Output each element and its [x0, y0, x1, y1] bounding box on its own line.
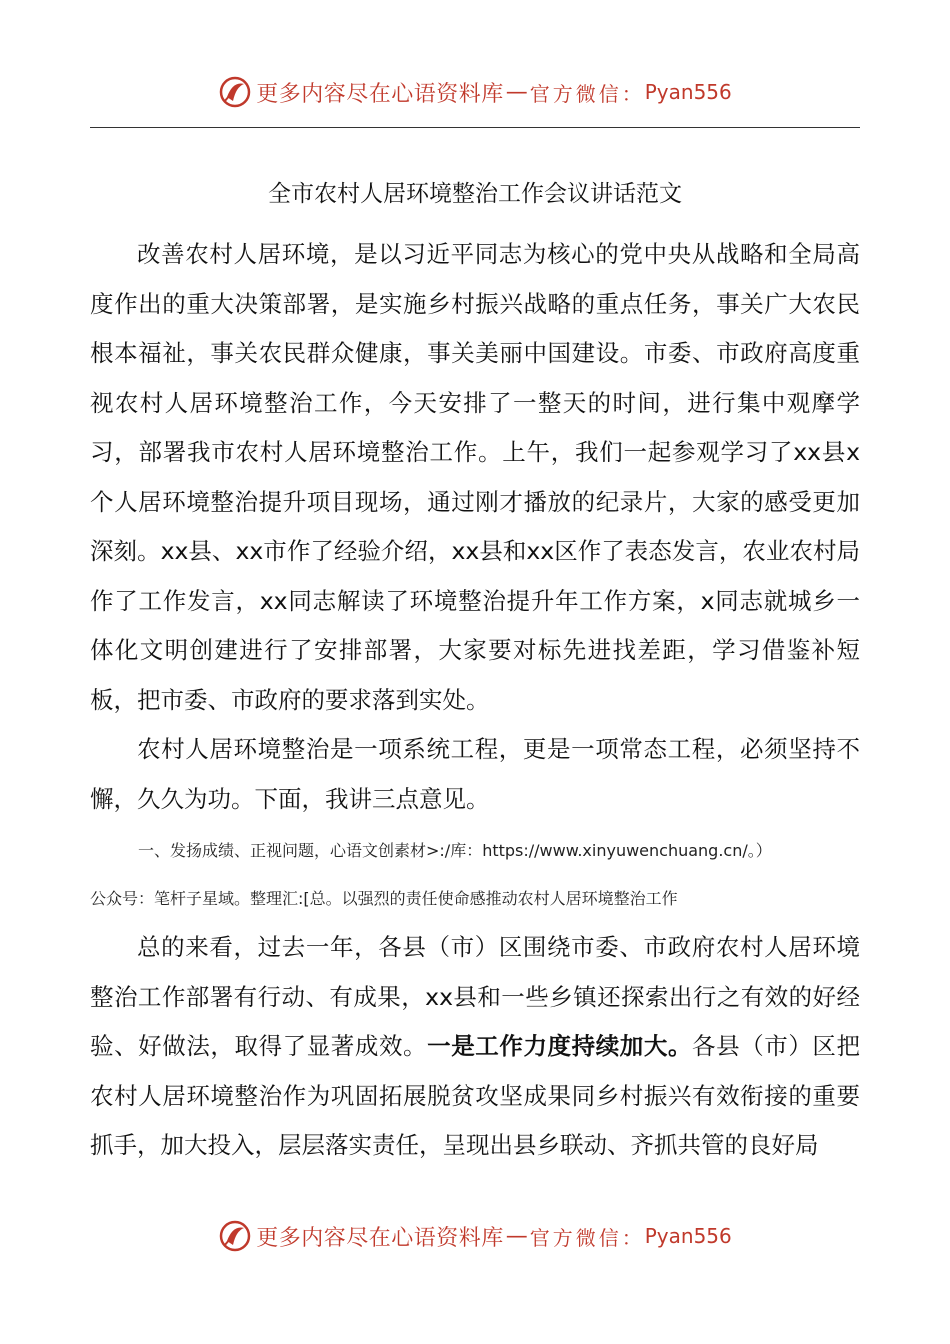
document-title: 全市农村人居环境整治工作会议讲话范文: [268, 181, 682, 207]
header-divider: [90, 127, 860, 128]
brand-logo-icon: [218, 75, 252, 109]
section-heading-line-1: 一、发扬成绩、正视问题，心语文创素材>:/库：https://www.xinyuwenchuang.cn/。）: [138, 841, 772, 860]
banner-separator: —: [505, 1223, 528, 1249]
banner-account: Pyan556: [644, 80, 732, 104]
banner-wechat-label: 官方微信：: [529, 81, 645, 106]
banner-slogan: 更多内容尽在心语资料库: [256, 1225, 504, 1251]
brand-logo-icon: [218, 1219, 252, 1253]
paragraph-summary-highlight: 一是工作力度持续加大。: [427, 1032, 693, 1060]
footer-banner: [0, 1214, 950, 1258]
header-banner: [0, 70, 950, 114]
paragraph-summary: [90, 923, 860, 1171]
banner-slogan: 更多内容尽在心语资料库: [256, 81, 504, 107]
paragraph-summary-start: 总的来看，过去一年，各县（市）区围绕市委、市政府农村人居环境整治工作部署有行动、有成果，xx县和一些乡镇还探索出行之有效的好经验、好做法，取得了显著成效。: [90, 933, 860, 1060]
banner-wechat-label: 官方微信：: [529, 1225, 645, 1250]
banner-account: Pyan556: [644, 1224, 732, 1248]
paragraph-intro: 改善农村人居环境，是以习近平同志为核心的党中央从战略和全局高度作出的重大决策部署，是实施乡村振兴战略的重点任务，事关广大农民根本福祉，事关农民群众健康，事关美丽中国建设。市委、市政府高度重视农村人居环境整治工作，今天安排了一整天的时间，进行集中观摩学习，部署我市农村人居环境整治工作。上午，我们一起参观学习了xx县x个人居环境整治提升项目现场，通过刚才播放的纪录片，大家的感受更加深刻。xx县、xx市作了经验介绍，xx县和xx区作了表态发言，农业农村局作了工作发言，xx同志解读了环境整治提升年工作方案，x同志就城乡一体化文明创建进行了安排部署，大家要对标先进找差距，学习借鉴补短板，把市委、市政府的要求落到实处。: [90, 240, 860, 714]
banner-separator: —: [505, 79, 528, 105]
paragraph-summary-end: 各县（市）区把农村人居环境整治作为巩固拓展脱贫攻坚成果同乡村振兴有效衔接的重要抓手，加大投入，层层落实责任，呈现出县乡联动、齐抓共管的良好局: [90, 1032, 861, 1159]
section-heading-line-2: 公众号：笔杆子星域。整理汇:[总。以强烈的责任使命感推动农村人居环境整治工作: [90, 889, 678, 908]
paragraph-overview: 农村人居环境整治是一项系统工程，更是一项常态工程，必须坚持不懈，久久为功。下面，我讲三点意见。: [90, 735, 860, 813]
